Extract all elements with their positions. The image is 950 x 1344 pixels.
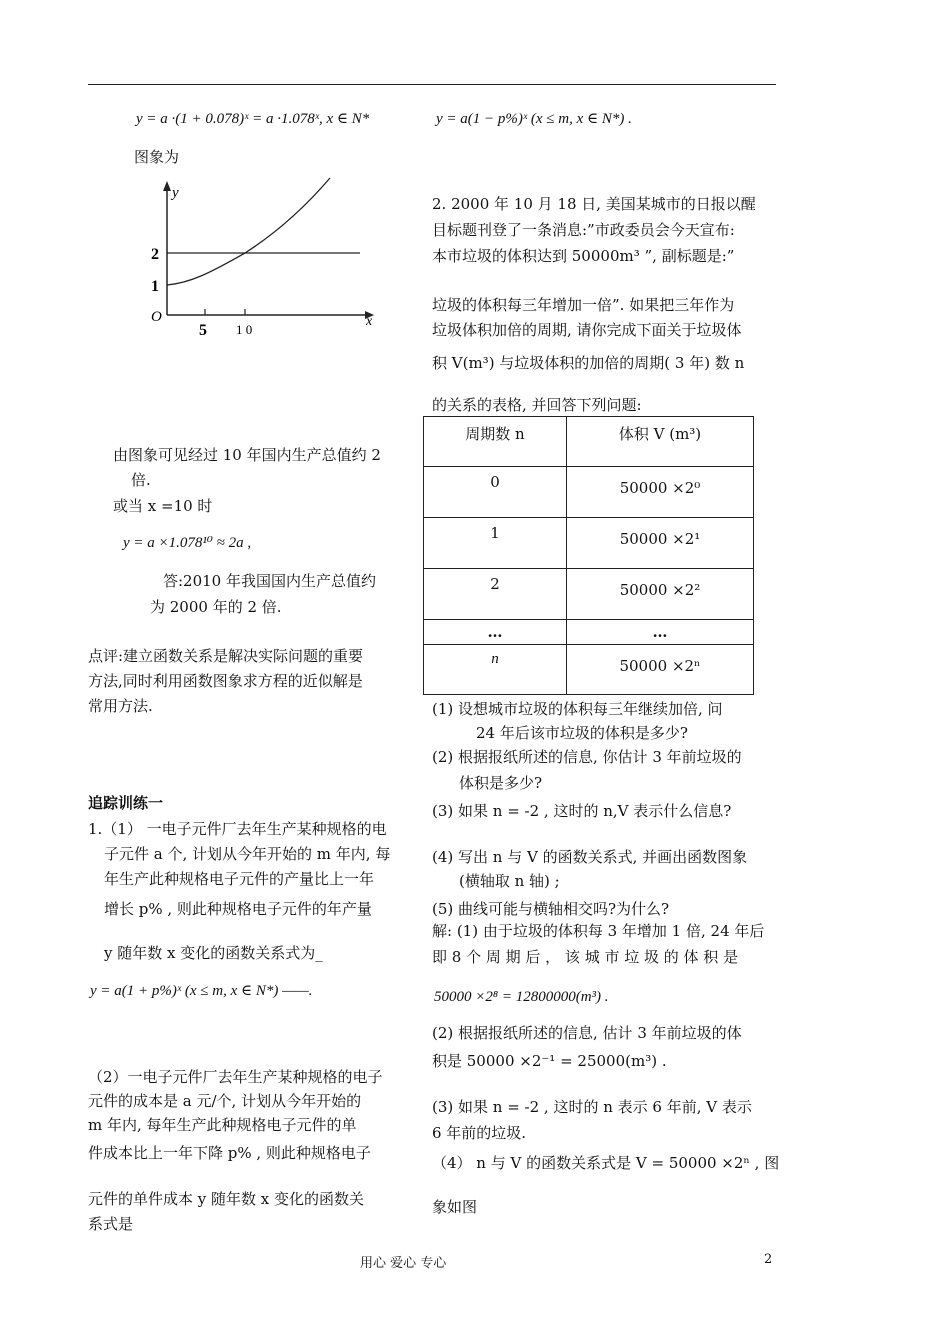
exercise2-line-5: 元件的单件成本 y 随年数 x 变化的函数关 [88, 1190, 365, 1208]
page-number: 2 [764, 1252, 773, 1267]
exercise2-line-2: 元件的成本是 a 元/个, 计划从今年开始的 [88, 1092, 362, 1110]
table-row [424, 467, 754, 518]
question4-line-1: (4) 写出 n 与 V 的函数关系式, 并画出函数图象 [432, 848, 748, 866]
problem2-line-7: 的关系的表格, 并回答下列问题: [432, 396, 642, 414]
exercise2-line-4: 件成本比上一年下降 p% , 则此种规格电子 [88, 1144, 371, 1162]
table-header-row [424, 417, 754, 467]
question1-line-2: 24 年后该市垃圾的体积是多少? [476, 724, 688, 742]
table-row [424, 620, 754, 645]
answer-line-1: 答:2010 年我国国内生产总值约 [163, 572, 376, 590]
cell-n: … [424, 620, 567, 645]
question3-line: (3) 如果 n = -2 , 这时的 n,V 表示什么信息? [432, 802, 732, 820]
answer-line-2: 为 2000 年的 2 倍. [150, 598, 282, 616]
exercise2-line-1: （2）一电子元件厂去年生产某种规格的电子 [88, 1068, 383, 1086]
graph-title: 图象为 [134, 148, 180, 166]
x-axis-label: x [366, 314, 373, 329]
problem2-line-1: 2. 2000 年 10 月 18 日, 美国某城市的日报以醒 [432, 195, 756, 213]
solution3-line-1: (3) 如果 n = -2 , 这时的 n 表示 6 年前, V 表示 [432, 1098, 752, 1116]
question2-line-2: 体积是多少? [459, 774, 543, 792]
solution1-line-2: 即 8 个 周 期 后 ， 该 城 市 垃 圾 的 体 积 是 [432, 948, 739, 966]
cell-n: 1 [424, 518, 567, 569]
header-rule [88, 84, 776, 85]
table-row [424, 518, 754, 569]
problem2-line-3: 本市垃圾的体积达到 50000m³ ”, 副标题是:” [432, 247, 735, 265]
exercise1-line-1: 1.（1） 一电子元件厂去年生产某种规格的电 [88, 820, 387, 838]
solution4-line-1: （4） n 与 V 的函数关系式是 V = 50000 ×2ⁿ , 图 [432, 1154, 780, 1172]
growth-curve [167, 178, 330, 285]
comment-line-2: 方法,同时利用函数图象求方程的近似解是 [88, 672, 363, 690]
cell-v: 50000 ×2ⁿ [567, 645, 754, 695]
solution1-line-3: 50000 ×2⁸ = 12800000(m³) . [434, 989, 609, 1005]
header-cell-v: 体积 V (m³) [567, 417, 754, 467]
solution2-line-2: 积是 50000 ×2⁻¹ = 25000(m³) . [432, 1052, 667, 1070]
exercise1-answer: y = a(1 + p%)ˣ (x ≤ m, x ∈ N*) ——. [90, 983, 313, 999]
y-tick-label-1: 1 [151, 278, 159, 295]
footer-text: 用心 爱心 专心 [360, 1256, 447, 1271]
table-row [424, 645, 754, 695]
or-when-line: 或当 x =10 时 [113, 497, 213, 515]
cell-v: … [567, 620, 754, 645]
solution3-line-2: 6 年前的垃圾. [432, 1124, 527, 1142]
problem2-line-2: 目标题刊登了一条消息:”市政委员会今天宣布: [432, 221, 735, 239]
table-row [424, 569, 754, 620]
question2-line-1: (2) 根据报纸所述的信息, 你估计 3 年前垃圾的 [432, 748, 742, 766]
solution2-line-1: (2) 根据报纸所述的信息, 估计 3 年前垃圾的体 [432, 1024, 742, 1042]
header-cell-n: 周期数 n [424, 417, 567, 467]
calc-line: y = a ×1.078¹⁰ ≈ 2a , [123, 535, 252, 551]
problem2-line-6: 积 V(m³) 与垃圾体积的加倍的周期( 3 年) 数 n [432, 354, 745, 372]
problem2-line-5: 垃圾体积加倍的周期, 请你完成下面关于垃圾体 [432, 321, 742, 339]
conclusion-line-2: 倍. [131, 471, 151, 489]
solution4-line-2: 象如图 [432, 1198, 478, 1216]
exercise1-line-5: y 随年数 x 变化的函数关系式为_ [104, 944, 323, 962]
cell-n: 2 [424, 569, 567, 620]
problem2-line-4: 垃圾的体积每三年增加一倍”. 如果把三年作为 [432, 296, 735, 314]
cell-n: 0 [424, 467, 567, 518]
formula-right: y = a(1 − p%)ˣ (x ≤ m, x ∈ N*) . [436, 111, 632, 127]
x-tick-label-5: 5 [199, 322, 207, 335]
exercise1-line-3: 年生产此种规格电子元件的产量比上一年 [104, 870, 375, 888]
conclusion-line-1: 由图象可见经过 10 年国内生产总值约 2 [113, 446, 381, 464]
cell-v: 50000 ×2⁰ [567, 467, 754, 518]
exercise1-line-4: 增长 p% , 则此种规格电子元件的年产量 [104, 900, 372, 918]
cell-v: 50000 ×2² [567, 569, 754, 620]
exercise2-line-6: 系式是 [88, 1215, 134, 1233]
solution1-line-1: 解: (1) 由于垃圾的体积每 3 年增加 1 倍, 24 年后 [432, 922, 765, 940]
formula-left: y = a ·(1 + 0.078)ˣ = a ·1.078ˣ, x ∈ N* [136, 111, 370, 127]
comment-line-1: 点评:建立函数关系是解决实际问题的重要 [88, 647, 364, 665]
comment-line-3: 常用方法. [88, 697, 153, 715]
cell-v: 50000 ×2¹ [567, 518, 754, 569]
y-axis-label: y [172, 185, 179, 201]
question5-line: (5) 曲线可能与横轴相交吗?为什么? [432, 900, 670, 918]
question1-line-1: (1) 设想城市垃圾的体积每三年继续加倍, 问 [432, 700, 723, 718]
question4-line-2: (横轴取 n 轴) ; [459, 872, 560, 890]
y-tick-label-2: 2 [151, 246, 159, 263]
origin-label: O [151, 309, 162, 325]
volume-table [423, 416, 754, 695]
section-title: 追踪训练一 [88, 794, 164, 812]
x-tick-label-10: 1 0 [236, 322, 253, 335]
exercise1-line-2: 子元件 a 个, 计划从今年开始的 m 年内, 每 [104, 845, 391, 863]
y-axis-arrow [163, 181, 171, 191]
exercise2-line-3: m 年内, 每年生产此种规格电子元件的单 [88, 1116, 357, 1134]
cell-n: n [424, 645, 567, 695]
growth-graph [150, 175, 380, 335]
